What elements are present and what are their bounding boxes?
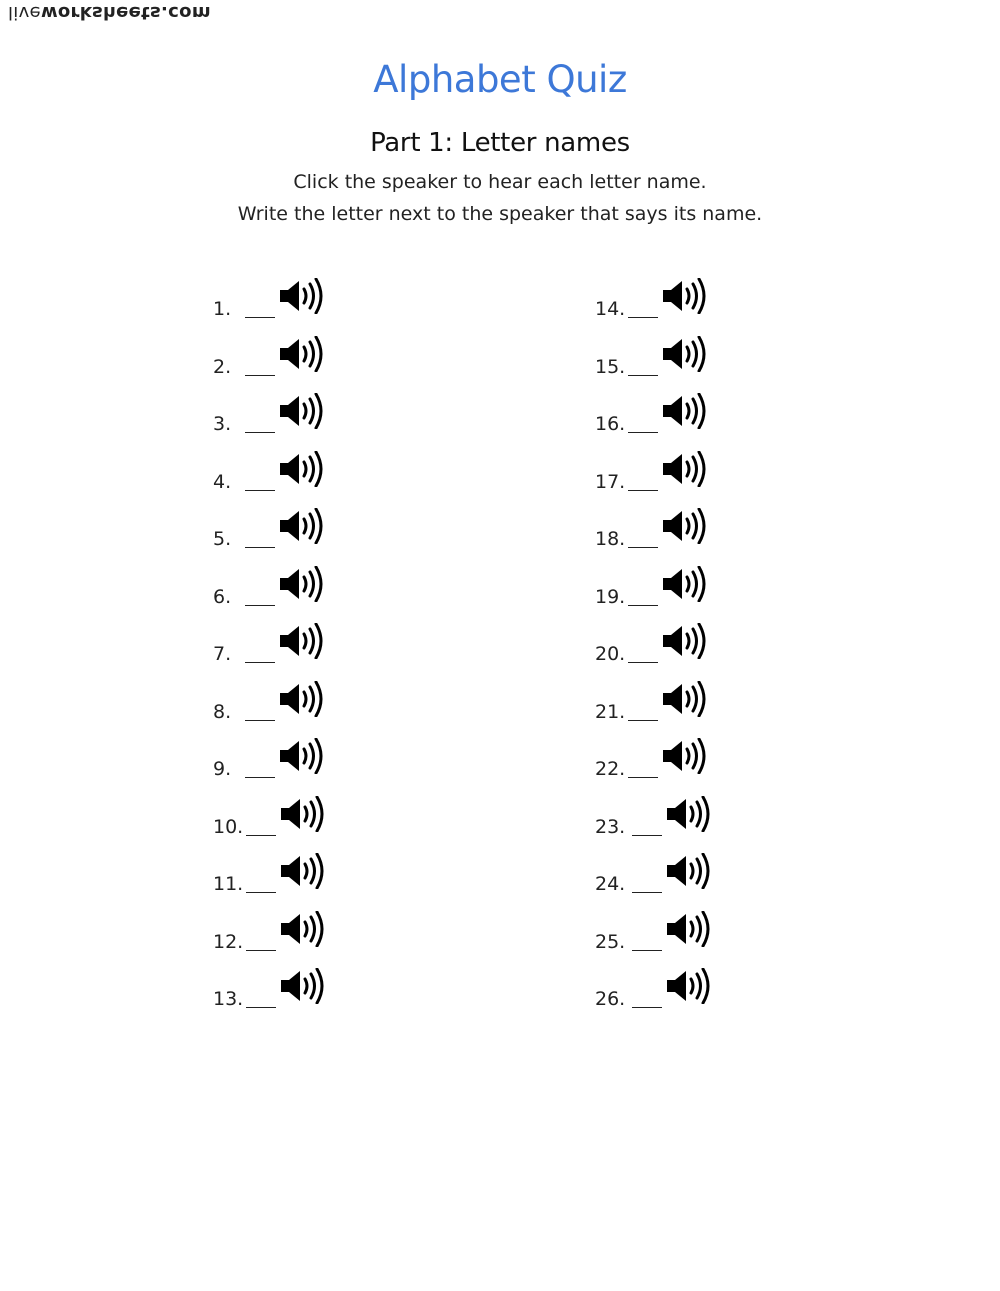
answer-blank[interactable] <box>245 414 275 433</box>
answer-blank[interactable] <box>245 529 275 548</box>
instruction-line-2: Write the letter next to the speaker that says its name. <box>237 203 763 225</box>
question-number: 19. <box>595 585 626 608</box>
question-number: 8. <box>213 700 232 723</box>
question-number: 1. <box>213 298 232 320</box>
question-number: 7. <box>213 643 232 665</box>
question-number: 3. <box>213 413 232 435</box>
question-item <box>213 627 328 667</box>
question-item <box>595 800 715 840</box>
speaker-icon[interactable] <box>278 336 328 372</box>
answer-blank[interactable] <box>245 299 275 318</box>
answer-blank[interactable] <box>246 817 276 836</box>
speaker-icon[interactable] <box>661 508 711 544</box>
question-number: 11. <box>213 873 244 895</box>
answer-blank[interactable] <box>632 932 662 951</box>
answer-blank[interactable] <box>245 702 275 721</box>
speaker-icon[interactable] <box>665 796 715 832</box>
speaker-icon[interactable] <box>665 911 715 947</box>
answer-blank[interactable] <box>246 874 276 893</box>
question-number: 6. <box>213 585 232 608</box>
speaker-icon[interactable] <box>661 681 711 717</box>
question-item <box>213 340 328 380</box>
answer-blank[interactable] <box>632 989 662 1008</box>
speaker-icon[interactable] <box>278 278 328 314</box>
speaker-icon[interactable] <box>278 566 328 602</box>
question-number: 18. <box>595 528 626 550</box>
question-number: 12. <box>213 930 244 953</box>
question-item <box>595 742 711 782</box>
speaker-icon[interactable] <box>661 738 711 774</box>
answer-blank[interactable] <box>632 874 662 893</box>
question-item <box>213 397 328 437</box>
answer-blank[interactable] <box>245 644 275 663</box>
answer-blank[interactable] <box>628 529 658 548</box>
answer-blank[interactable] <box>628 414 658 433</box>
answer-blank[interactable] <box>628 702 658 721</box>
answer-blank[interactable] <box>628 299 658 318</box>
question-number: 15. <box>595 355 626 378</box>
answer-blank[interactable] <box>246 932 276 951</box>
speaker-icon[interactable] <box>279 853 329 889</box>
question-item <box>595 397 711 437</box>
question-number: 4. <box>213 470 232 493</box>
speaker-icon[interactable] <box>661 278 711 314</box>
speaker-icon[interactable] <box>278 623 328 659</box>
question-number: 13. <box>213 988 244 1010</box>
question-item <box>213 742 328 782</box>
question-number: 25. <box>595 930 626 953</box>
question-item <box>213 915 329 955</box>
speaker-icon[interactable] <box>279 911 329 947</box>
answer-blank[interactable] <box>628 759 658 778</box>
question-item <box>213 512 328 552</box>
question-number: 24. <box>595 873 626 895</box>
answer-blank[interactable] <box>245 759 275 778</box>
question-number: 2. <box>213 355 232 378</box>
answer-blank[interactable] <box>628 644 658 663</box>
question-item <box>595 570 711 610</box>
question-item <box>213 857 329 897</box>
question-number: 21. <box>595 700 626 723</box>
answer-blank[interactable] <box>628 587 658 606</box>
question-number: 14. <box>595 298 626 320</box>
question-number: 17. <box>595 470 626 493</box>
question-item <box>595 972 715 1012</box>
question-number: 26. <box>595 988 626 1010</box>
speaker-icon[interactable] <box>278 393 328 429</box>
answer-blank[interactable] <box>628 472 658 491</box>
question-item <box>595 685 711 725</box>
question-number: 5. <box>213 528 232 550</box>
speaker-icon[interactable] <box>661 623 711 659</box>
speaker-icon[interactable] <box>661 336 711 372</box>
question-item <box>213 570 328 610</box>
speaker-icon[interactable] <box>661 566 711 602</box>
page-title: Alphabet Quiz <box>373 58 627 101</box>
question-item <box>213 282 328 322</box>
question-number: 22. <box>595 758 626 780</box>
watermark-prefix: live <box>8 2 41 23</box>
answer-blank[interactable] <box>246 989 276 1008</box>
answer-blank[interactable] <box>245 587 275 606</box>
speaker-icon[interactable] <box>665 853 715 889</box>
question-item <box>595 340 711 380</box>
answer-blank[interactable] <box>632 817 662 836</box>
speaker-icon[interactable] <box>278 451 328 487</box>
part-title: Part 1: Letter names <box>370 128 630 158</box>
question-number: 20. <box>595 643 626 665</box>
question-item <box>595 915 715 955</box>
speaker-icon[interactable] <box>278 508 328 544</box>
answer-blank[interactable] <box>628 357 658 376</box>
question-item <box>595 857 715 897</box>
question-item <box>213 800 329 840</box>
answer-blank[interactable] <box>245 357 275 376</box>
question-number: 16. <box>595 413 626 435</box>
question-number: 23. <box>595 815 626 838</box>
speaker-icon[interactable] <box>665 968 715 1004</box>
speaker-icon[interactable] <box>278 738 328 774</box>
question-item <box>595 282 711 322</box>
speaker-icon[interactable] <box>661 393 711 429</box>
watermark-suffix: worksheets.com <box>40 2 211 23</box>
question-item <box>213 685 328 725</box>
question-item <box>595 512 711 552</box>
speaker-icon[interactable] <box>278 681 328 717</box>
watermark <box>8 2 211 23</box>
question-item <box>595 455 711 495</box>
answer-blank[interactable] <box>245 472 275 491</box>
speaker-icon[interactable] <box>661 451 711 487</box>
speaker-icon[interactable] <box>279 796 329 832</box>
question-number: 9. <box>213 758 232 780</box>
speaker-icon[interactable] <box>279 968 329 1004</box>
question-item <box>595 627 711 667</box>
question-number: 10. <box>213 815 244 838</box>
question-item <box>213 972 329 1012</box>
instruction-line-1: Click the speaker to hear each letter name. <box>293 171 707 193</box>
question-item <box>213 455 328 495</box>
